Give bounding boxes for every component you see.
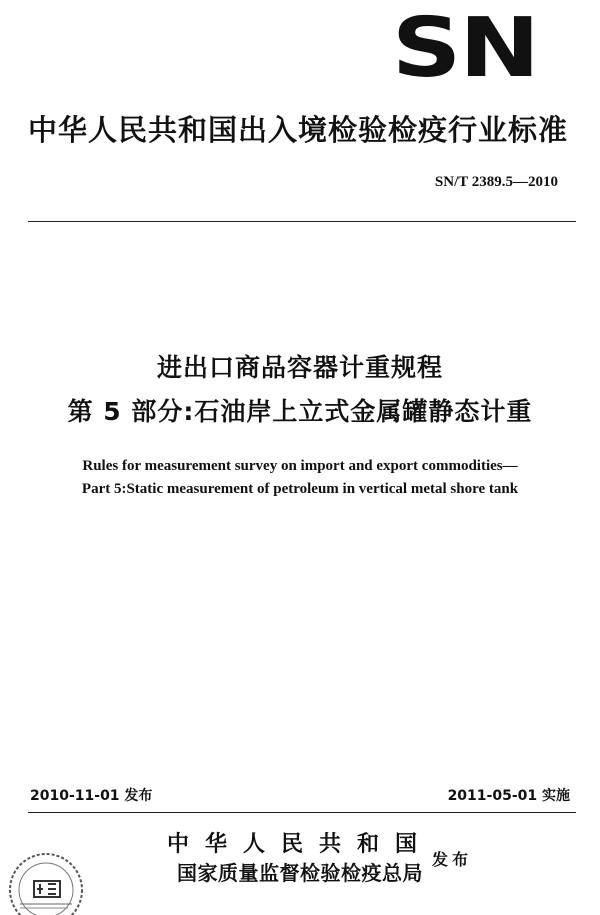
title-cn-line2: 第 5 部分:石油岸上立式金属罐静态计重 xyxy=(67,397,533,426)
release-date: 2010-11-01 发布 xyxy=(30,788,153,804)
bottom-divider xyxy=(28,812,576,813)
issuer-country: 中华人民共和国 xyxy=(166,832,433,857)
standard-number: SN/T 2389.5—2010 xyxy=(434,174,558,190)
title-en-line1: Rules for measurement survey on import and export commodities— xyxy=(82,458,518,474)
title-en-line2: Part 5:Static measurement of petroleum in vertical metal shore tank xyxy=(81,481,519,497)
sn-logo: SN xyxy=(392,1,538,96)
stamp-seal-icon xyxy=(6,846,88,915)
issuer-agency: 国家质量监督检验检疫总局 xyxy=(177,861,423,885)
issue-label: 发布 xyxy=(432,850,473,869)
title-cn-line1: 进出口商品容器计重规程 xyxy=(156,353,443,382)
implement-date: 2011-05-01 实施 xyxy=(447,788,570,804)
top-divider xyxy=(28,221,576,222)
standard-category: 中华人民共和国出入境检验检疫行业标准 xyxy=(28,113,569,147)
